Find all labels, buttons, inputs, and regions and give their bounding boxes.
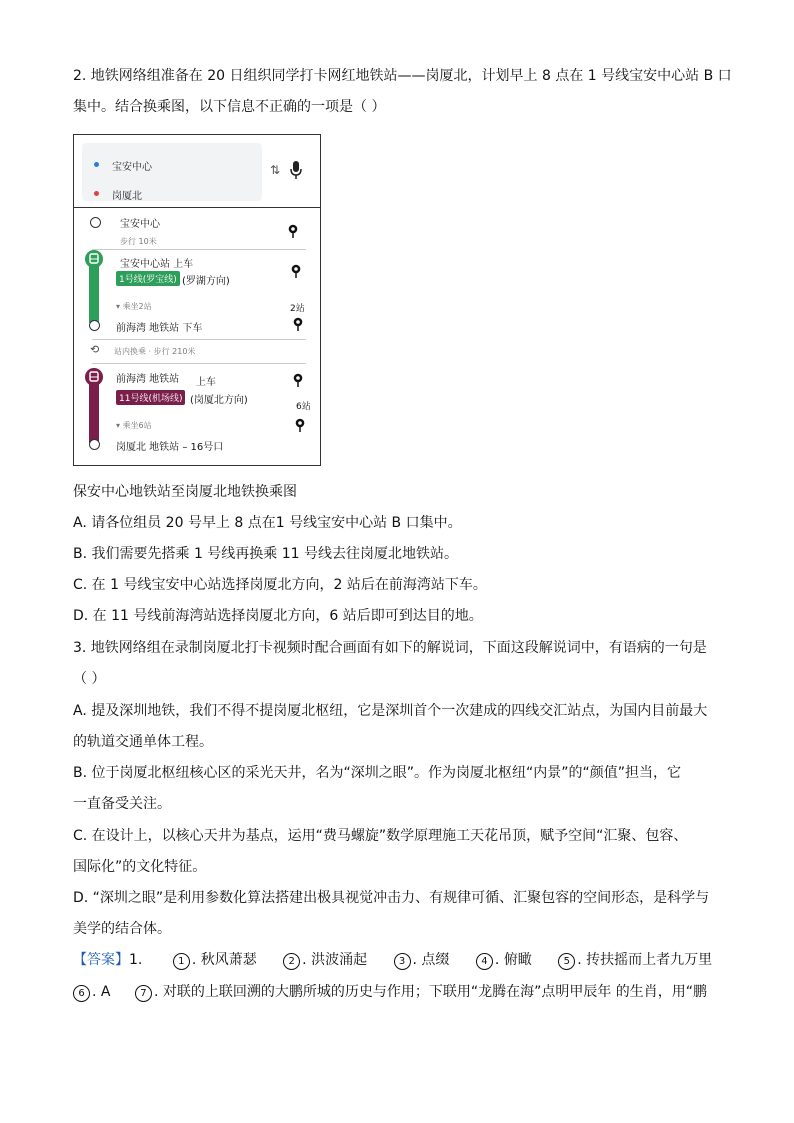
ride-1-label: 乘坐2站 xyxy=(122,302,152,311)
location-pin-icon[interactable] xyxy=(293,317,303,331)
swap-icon[interactable]: ⇅ xyxy=(270,163,281,177)
circled-number: 1 xyxy=(173,953,190,970)
divider xyxy=(92,339,306,340)
microphone-icon[interactable] xyxy=(290,161,302,179)
location-pin-icon[interactable] xyxy=(291,264,301,278)
question-3-option-b-1: B. 位于岗厦北枢纽核心区的采光天井，名为“深圳之眼”。作为岗厦北枢纽“内景”的“颜值”担当，它 xyxy=(73,765,682,781)
train-icon xyxy=(85,368,103,386)
ride-1-count: 2站 xyxy=(290,304,305,314)
circled-number: 3 xyxy=(394,953,411,970)
alight-station: 前海湾 地铁站 下车 xyxy=(116,323,203,334)
circled-number: 7 xyxy=(135,985,152,1002)
ride-1-toggle[interactable]: ▾ 乘坐2站 xyxy=(116,302,152,311)
question-3-option-b-2: 一直备受关注。 xyxy=(73,796,171,812)
answer-line-2 xyxy=(73,982,707,1002)
from-label: 宝安中心 xyxy=(112,162,152,173)
divider xyxy=(74,207,320,208)
board-line-1: 宝安中心站 上车 xyxy=(120,259,194,270)
location-pin-icon[interactable] xyxy=(295,418,305,432)
to-dot-icon xyxy=(94,191,99,196)
question-2-line-2: 集中。结合换乘图，以下信息不正确的一项是（ ） xyxy=(73,99,386,115)
question-3-line-2: （ ） xyxy=(73,671,106,687)
ride-2-count: 6站 xyxy=(296,402,311,412)
answer-label: 【答案】 xyxy=(73,952,129,968)
question-3-line-1: 3. 地铁网络组在录制岗厦北打卡视频时配合画面有如下的解说词，下面这段解说词中，有语病的一句是 xyxy=(73,640,707,656)
map-caption: 保安中心地铁站至岗厦北地铁换乘图 xyxy=(73,484,297,500)
answer-2: . 洪波涌起 xyxy=(302,952,368,968)
walk-info: 步行 10米 xyxy=(120,237,157,246)
to-field[interactable] xyxy=(112,187,142,202)
circled-number: 4 xyxy=(476,953,493,970)
answer-4: . 俯瞰 xyxy=(494,952,532,968)
question-3-option-a-2: 的轨道交通单体工程。 xyxy=(73,734,213,750)
line-1-direction: (罗湖方向) xyxy=(182,276,230,287)
question-3-option-d-2: 美学的结合体。 xyxy=(73,921,171,937)
line-1-badge: 1号线(罗宝线) xyxy=(116,271,180,286)
answer-6: . A xyxy=(92,984,111,1000)
from-field[interactable] xyxy=(112,158,152,173)
circled-number: 2 xyxy=(283,953,300,970)
answer-number: 1. xyxy=(129,952,143,968)
question-3-option-d-1: D. “深圳之眼”是利用参数化算法搭建出极具视觉冲击力、有规律可循、汇聚包容的空间形态，是科学与 xyxy=(73,890,710,906)
to-label: 岗厦北 xyxy=(112,191,142,202)
location-pin-icon[interactable] xyxy=(293,373,303,387)
circled-number: 5 xyxy=(558,953,575,970)
alight-circle-icon xyxy=(89,320,100,331)
divider xyxy=(92,363,306,364)
line-11-direction: (岗厦北方向) xyxy=(190,395,248,406)
start-station: 宝安中心 xyxy=(120,219,160,230)
question-3-option-c-2: 国际化”的文化特征。 xyxy=(73,859,207,875)
question-2-line-1: 2. 地铁网络组准备在 20 日组织同学打卡网红地铁站——岗厦北，计划早上 8 点在 1 号线宝安中心站 B 口 xyxy=(73,68,732,84)
question-3-option-a-1: A. 提及深圳地铁，我们不得不提岗厦北枢纽，它是深圳首个一次建成的四线交汇站点，为国内目前最大 xyxy=(73,703,708,719)
board-line-11: 前海湾 地铁站 xyxy=(116,374,180,385)
end-circle-icon xyxy=(89,439,100,450)
train-icon xyxy=(85,250,103,268)
route-map xyxy=(73,134,321,466)
option-d: D. 在 11 号线前海湾站选择岗厦北方向，6 站后即可到达目的地。 xyxy=(73,608,483,624)
answer-3: . 点缀 xyxy=(412,952,450,968)
option-c: C. 在 1 号线宝安中心站选择岗厦北方向，2 站后在前海湾站下车。 xyxy=(73,577,487,593)
ride-2-toggle[interactable]: ▾ 乘坐6站 xyxy=(116,421,152,430)
line-11-badge: 11号线(机场线) xyxy=(116,390,185,405)
divider xyxy=(92,249,306,250)
option-b: B. 我们需要先搭乘 1 号线再换乘 11 号线去往岗厦北地铁站。 xyxy=(73,546,459,562)
circled-number: 6 xyxy=(73,985,90,1002)
question-3-option-c-1: C. 在设计上，以核心天井为基点，运用“费马螺旋”数学原理施工天花吊顶，赋予空间“汇聚、包容、 xyxy=(73,828,688,844)
answer-7: . 对联的上联回溯的大鹏所城的历史与作用；下联用“龙腾在海”点明甲辰年 的生肖，用“鹏 xyxy=(153,984,708,1000)
location-pin-icon[interactable] xyxy=(288,224,298,238)
from-dot-icon xyxy=(94,162,99,167)
transfer-icon: ⟲ xyxy=(90,343,100,356)
transfer-info: 站内换乘 · 步行 210米 xyxy=(114,347,196,356)
end-station: 岗厦北 地铁站 – 16号口 xyxy=(116,442,224,453)
answer-1: . 秋风萧瑟 xyxy=(191,952,257,968)
start-circle-icon xyxy=(90,217,101,228)
route-search-box[interactable] xyxy=(82,143,262,201)
option-a: A. 请各位组员 20 号早上 8 点在1 号线宝安中心站 B 口集中。 xyxy=(73,515,462,531)
board-line-11-suffix: 上车 xyxy=(196,377,216,388)
answer-line-1 xyxy=(73,950,712,970)
answer-5: . 抟扶摇而上者九万里 xyxy=(577,952,713,968)
ride-2-label: 乘坐6站 xyxy=(122,421,152,430)
